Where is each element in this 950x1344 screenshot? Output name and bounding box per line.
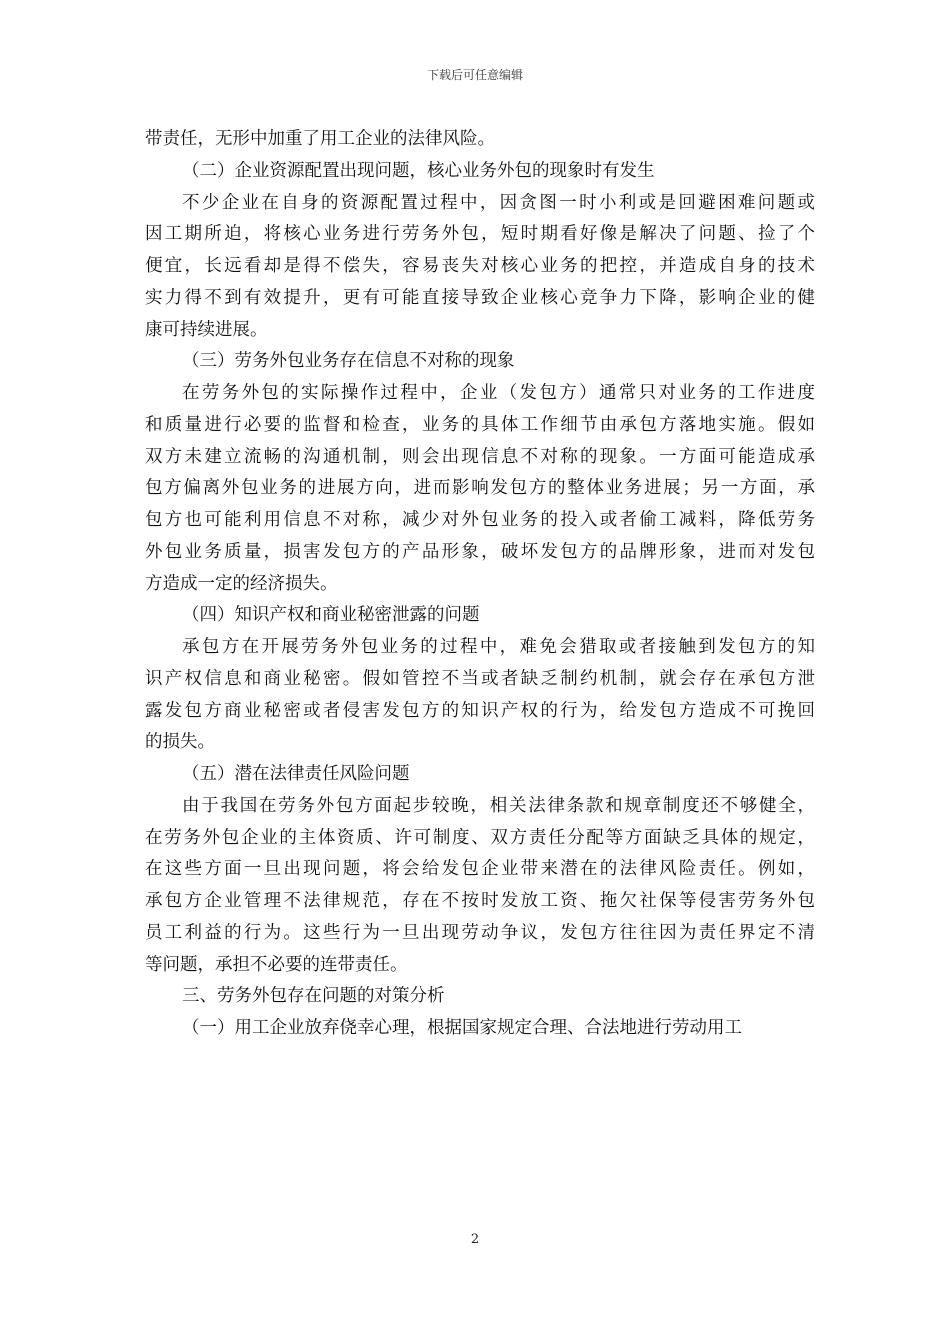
section-heading: （三）劳务外包业务存在信息不对称的现象: [182, 351, 515, 372]
document-body: [145, 124, 815, 1045]
section-heading: （四）知识产权和商业秘密泄露的问题: [182, 605, 480, 626]
paragraph-line: 带责任，无形中加重了用工企业的法律风险。: [145, 129, 495, 149]
section-heading: （二）企业资源配置出现问题，核心业务外包的现象时有发生: [182, 160, 655, 181]
paragraph-line: 露发包方商业秘密或者侵害发包方的知识产权的行为，给发包方造成不可挽回: [145, 700, 815, 721]
section-heading: （一）用工企业放弃侥幸心理，根据国家规定合理、合法地进行劳动用工: [182, 1018, 742, 1038]
section-heading: （五）潜在法律责任风险问题: [182, 764, 410, 784]
paragraph-line: 因工期所迫，将核心业务进行劳务外包，短时期看好像是解决了问题、捡了个: [145, 224, 815, 245]
paragraph-line: 双方未建立流畅的沟通机制，则会出现信息不对称的现象。一方面可能造成承: [145, 446, 815, 467]
paragraph-line: 便宜，长远看却是得不偿失，容易丧失对核心业务的把控，并造成自身的技术: [145, 256, 815, 276]
paragraph-line: 包方也可能利用信息不对称，减少对外包业务的投入或者偷工减料，降低劳务: [145, 510, 815, 530]
paragraph-line: 包方偏离外包业务的进展方向，进而影响发包方的整体业务进展；另一方面，承: [145, 478, 815, 499]
paragraph-line: 在劳务外包企业的主体资质、许可制度、双方责任分配等方面缺乏具体的规定，: [145, 827, 815, 848]
section-heading: 三、劳务外包存在问题的对策分析: [182, 986, 445, 1007]
paragraph-line: 实力得不到有效提升，更有可能直接导致企业核心竞争力下降，影响企业的健: [145, 287, 815, 308]
page-header: 下载后可任意编辑: [426, 68, 523, 82]
paragraph-line: 在劳务外包的实际操作过程中，企业（发包方）通常只对业务的工作进度: [182, 383, 815, 403]
paragraph-line: 康可持续进展。: [145, 319, 268, 340]
paragraph-line: 的损失。: [145, 732, 215, 753]
paragraph-line: 外包业务质量，损害发包方的产品形象，破坏发包方的品牌形象，进而对发包: [145, 541, 815, 562]
paragraph-line: 由于我国在劳务外包方面起步较晚，相关法律条款和规章制度还不够健全，: [182, 795, 815, 816]
paragraph-line: 不少企业在自身的资源配置过程中，因贪图一时小利或是回避困难问题或: [182, 192, 815, 213]
paragraph-line: 在这些方面一旦出现问题，将会给发包企业带来潜在的法律风险责任。例如，: [145, 859, 815, 880]
paragraph-line: 方造成一定的经济损失。: [145, 573, 338, 594]
paragraph-line: 识产权信息和商业秘密。假如管控不当或者缺乏制约机制，就会存在承包方泄: [145, 668, 815, 689]
paragraph-line: 员工利益的行为。这些行为一旦出现劳动争议，发包方往往因为责任界定不清: [145, 922, 815, 943]
paragraph-line: 和质量进行必要的监督和检查，业务的具体工作细节由承包方落地实施。假如: [145, 414, 815, 435]
paragraph-line: 等问题，承担不必要的连带责任。: [145, 954, 408, 975]
page-number: 2: [470, 1232, 480, 1247]
paragraph-line: 承包方企业管理不法律规范，存在不按时发放工资、拖欠社保等侵害劳务外包: [145, 891, 815, 911]
paragraph-line: 承包方在开展劳务外包业务的过程中，难免会猎取或者接触到发包方的知: [182, 637, 815, 657]
